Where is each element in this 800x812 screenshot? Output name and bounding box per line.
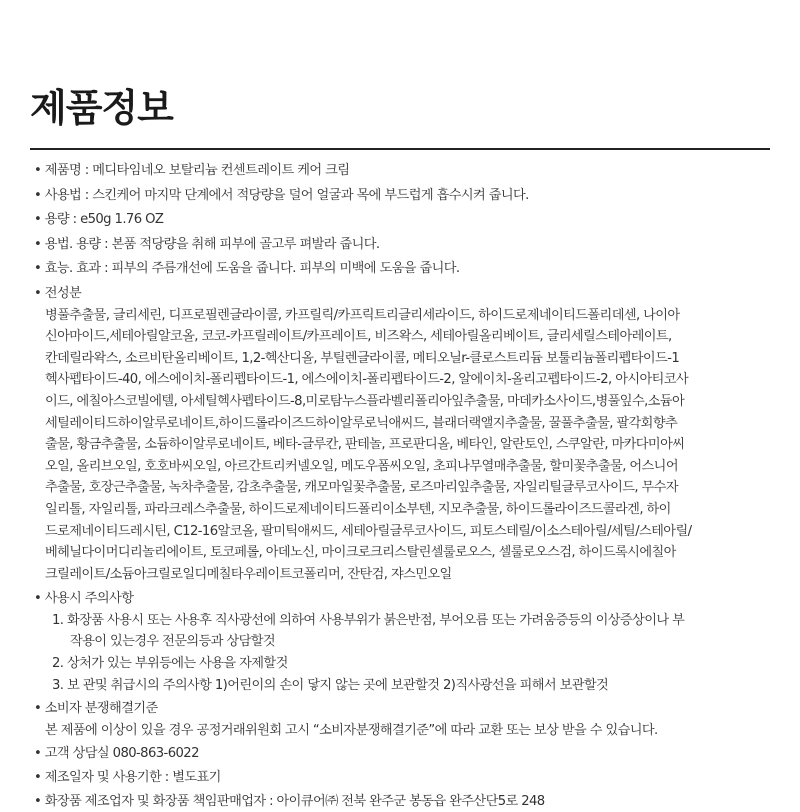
ingredients-line: 오일, 올리브오일, 호호바씨오일, 아르간트리커넬오일, 메도우폼씨오일, 초피나무열매추출물, 할미꽃추출물, 어스니어 [45,458,678,474]
ingredients-line: 크릴레이트/소듐아크릴로일디메칠타우레이트코폴리머, 잔탄검, 쟈스민오일 [45,566,452,582]
ingredients-line: 드로제네이티드레시틴, C12-16알코올, 팔미틱애씨드, 세테아릴글루코사이드, 피토스테릴/이소스테아릴/세틸/스테아릴/ [45,523,692,539]
ingredients-line: 일리톨, 자일리톨, 파라크레스추출물, 하이드로제네이티드폴리이소부텐, 지모추출물, 하이드롤라이즈드콜라겐, 하이 [45,501,671,517]
efficacy-line: • 효능. 효과 : 피부의 주름개선에 도움을 줍니다. 피부의 미백에 도움을 줍니다. [34,261,460,277]
caution-header: • 사용시 주의사항 [34,591,134,607]
dispute-header: • 소비자 분쟁해결기준 [34,701,158,717]
ingredients-line: 세틸레이티드하이알루로네이트,하이드롤라이즈드하이알루로닉애씨드, 블래더랙앨지추출물, 꿀풀추출물, 팔각회향추 [45,415,678,431]
ingredients-line: 병풀추출물, 글리세린, 디프로필렌글라이콜, 카프릴릭/카프릭트리글리세라이드, 하이드로제네이티드폴리데센, 나이아 [45,307,680,323]
ingredients-header: • 전성분 [34,285,82,301]
caution-item: 2. 상처가 있는 부위등에는 사용을 자제할것 [52,656,288,672]
caution-list [34,610,774,696]
volume-line: • 용량 : e50g 1.76 OZ [34,212,164,228]
ingredients-line: 출물, 황금추출물, 소듐하이알루로네이트, 베타-글루칸, 판테놀, 프로판디올, 베타인, 알란토인, 스쿠알란, 마카다미아씨 [45,437,685,453]
ingredients-line: 헥사펩타이드-40, 에스에이치-폴리펩타이드-1, 에스에이치-폴리펩타이드-2, 알에이치-올리고펩타이드-2, 아시아티코사 [45,372,689,388]
caution-item: 1. 화장품 사용시 또는 사용후 직사광선에 의하여 사용부위가 붉은반점, 부어오름 또는 가려움증등의 이상증상이나 부 [52,612,685,628]
dosage-line: • 용법. 용량 : 본품 적당량을 취해 피부에 골고루 펴발라 줍니다. [34,236,380,252]
product-name-line: • 제품명 : 메디타임네오 보탈리늄 컨센트레이트 케어 크림 [34,163,350,178]
ingredients-line: 신아마이드,세테아릴알코올, 코코-카프릴레이트/카프레이트, 비즈왁스, 세테아릴올리베이트, 글리세릴스테아레이트, [45,329,672,345]
dispute-text: 본 제품에 이상이 있을 경우 공정거래위원회 고시 “소비자분쟁해결기준”에 따라 교환 또는 보상 받을 수 있습니다. [45,722,658,738]
ingredients-line: 칸데릴라왁스, 소르비탄올리베이트, 1,2-헥산디올, 부틸렌글라이콜, 메티오닐r-클로스트리듐 보툴리늄폴리펩타이드-1 [45,350,680,366]
ingredients-line: 이드, 에칠아스코빌에텔, 아세틸헥사펩타이드-8,미로탐누스플라벨리폴리아잎추출물, 마데카소사이드,병풀잎수,소듐아 [45,393,685,409]
contact-line: • 고객 상담실 080-863-6022 [34,746,199,762]
manufacture-date-line: • 제조일자 및 사용기한 : 별도표기 [34,770,221,786]
title-divider [30,148,770,150]
manufacturer-line: • 화장품 제조업자 및 화장품 책임판매업자 : 아이큐어㈜ 전북 완주군 봉동읍 완주산단5로 248 [34,793,545,809]
caution-item-continuation: 작용이 있는경우 전문의등과 상담할것 [70,634,276,650]
usage-line: • 사용법 : 스킨케어 마지막 단계에서 적당량을 덜어 얼굴과 목에 부드럽게 흡수시켜 줍니다. [34,187,529,203]
page-title: 제품정보 [30,86,173,130]
caution-item: 3. 보 관및 취급시의 주의사항 1)어린이의 손이 닿지 않는 곳에 보관할것 2)직사광선을 피해서 보관할것 [52,677,609,693]
ingredients-line: 추출물, 호장근추출물, 녹차추출물, 감초추출물, 캐모마일꽃추출물, 로즈마리잎추출물, 자일리틸글루코사이드, 무수자 [45,480,678,496]
ingredients-list [34,305,774,586]
ingredients-line: 베헤닐다이머디리놀리에이트, 토코페롤, 아데노신, 마이크로크리스탈린셀룰로오스, 셀룰로오스검, 하이드록시에칠아 [45,545,676,561]
product-info-content [34,160,774,812]
